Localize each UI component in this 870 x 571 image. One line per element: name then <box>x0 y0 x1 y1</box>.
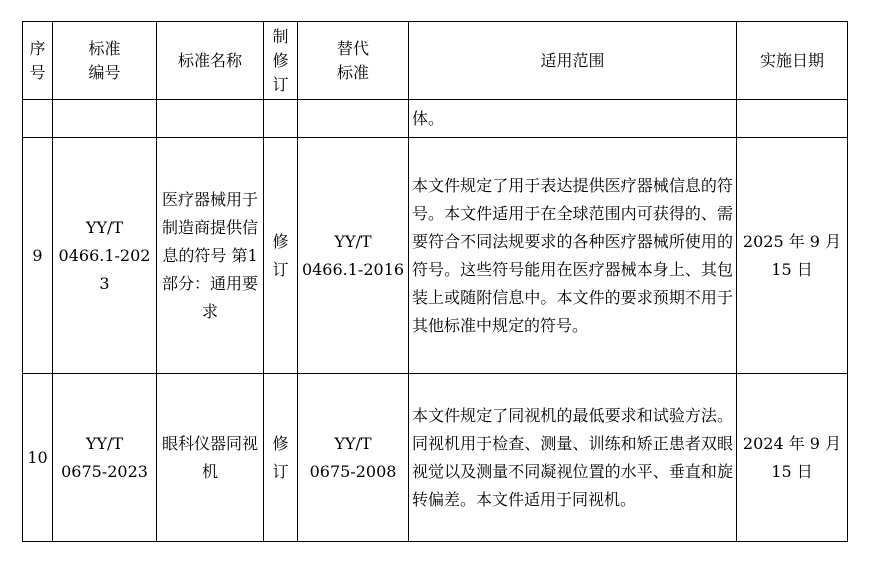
cell-std-no <box>53 100 157 138</box>
cell-scope: 本文件规定了用于表达提供医疗器械信息的符号。本文件适用于在全球范围内可获得的、需要符合不同法规要求的各种医疗器械所使用的符号。这些符号能用在医疗器械本身上、其包装上或随附信息中。本文件的要求预期不用于其他标准中规定的符号。 <box>409 138 737 374</box>
cell-scope: 本文件规定了同视机的最低要求和试验方法。同视机用于检查、测量、训练和矫正患者双眼视觉以及测量不同凝视位置的水平、垂直和旋转偏差。本文件适用于同视机。 <box>409 374 737 542</box>
cell-name: 眼科仪器同视机 <box>157 374 264 542</box>
table-header-row <box>23 22 848 100</box>
table-row <box>23 374 848 542</box>
cell-std-no: YY/T 0466.1-2023 <box>53 138 157 374</box>
cell-std-no: YY/T 0675-2023 <box>53 374 157 542</box>
cell-replace: YY/T 0675-2008 <box>298 374 409 542</box>
header-revise: 制 修 订 <box>264 22 298 100</box>
table-row <box>23 100 848 138</box>
standards-table-container <box>22 21 848 542</box>
cell-scope: 体。 <box>409 100 737 138</box>
cell-date: 2024 年 9 月 15 日 <box>737 374 848 542</box>
cell-date: 2025 年 9 月 15 日 <box>737 138 848 374</box>
cell-revise: 修 订 <box>264 374 298 542</box>
cell-seq: 9 <box>23 138 53 374</box>
header-date: 实施日期 <box>737 22 848 100</box>
cell-seq <box>23 100 53 138</box>
header-std-no: 标准 编号 <box>53 22 157 100</box>
cell-name: 医疗器械用于制造商提供信息的符号 第1部分：通用要求 <box>157 138 264 374</box>
cell-seq: 10 <box>23 374 53 542</box>
cell-replace: YY/T 0466.1-2016 <box>298 138 409 374</box>
header-seq: 序 号 <box>23 22 53 100</box>
header-replace: 替代 标准 <box>298 22 409 100</box>
cell-date <box>737 100 848 138</box>
cell-replace <box>298 100 409 138</box>
cell-revise: 修 订 <box>264 138 298 374</box>
table-row <box>23 138 848 374</box>
header-scope: 适用范围 <box>409 22 737 100</box>
cell-revise <box>264 100 298 138</box>
standards-table <box>22 21 848 542</box>
header-name: 标准名称 <box>157 22 264 100</box>
cell-name <box>157 100 264 138</box>
